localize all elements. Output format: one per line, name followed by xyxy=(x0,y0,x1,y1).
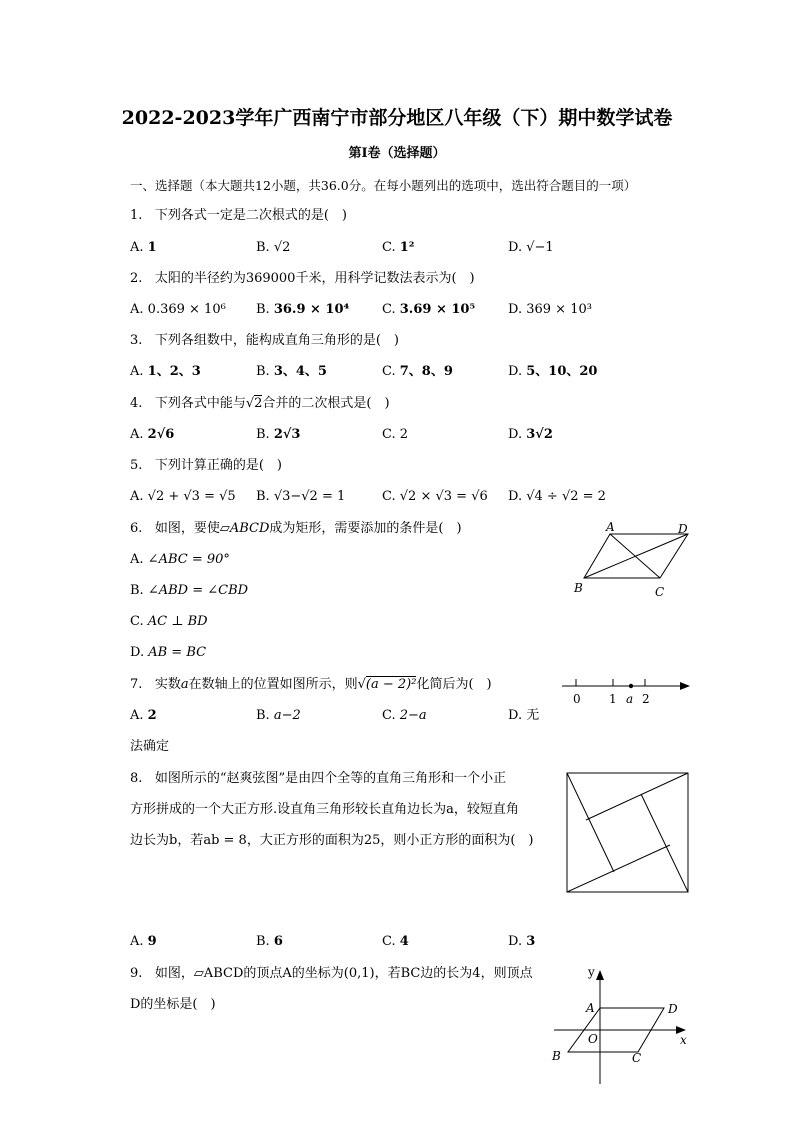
question-text-b: 合并的二次根式是( ) xyxy=(262,396,390,411)
option-a: A. ∠ABC = 90° xyxy=(130,552,230,567)
option-b: B. 6 xyxy=(256,934,283,949)
question-text: 下列各组数中，能构成直角三角形的是( ) xyxy=(154,333,399,348)
part-title: 第I卷（选择题） xyxy=(348,146,446,161)
question-number: 1. xyxy=(130,208,143,223)
question-1 xyxy=(130,208,347,224)
option-a: A. 2√6 xyxy=(130,427,175,442)
vertex-label-c: C xyxy=(655,585,665,599)
vertex-label-c: C xyxy=(632,1051,642,1065)
option-a: A. 9 xyxy=(130,934,157,949)
question-number: 8. xyxy=(130,771,143,786)
vertex-label-d: D xyxy=(668,1002,678,1016)
question-number: 9. xyxy=(130,966,143,981)
zhao-shuang-figure-q8 xyxy=(566,772,690,894)
option-b: B. 2√3 xyxy=(256,427,301,442)
origin-label: O xyxy=(588,1032,598,1046)
question-8-line-3: 边长为b，若ab = 8，大正方形的面积为25，则小正方形的面积为( ) xyxy=(130,833,534,848)
option-d: D. 无 xyxy=(508,708,540,723)
option-a: A. 0.369 × 10⁶ xyxy=(130,302,226,317)
question-number: 7. xyxy=(130,677,143,692)
option-b: B. a−2 xyxy=(256,708,301,723)
question-6: 6. 如图，要使▱ABCD成为矩形，需要添加的条件是( ) xyxy=(130,521,462,536)
question-number: 6. xyxy=(130,521,143,536)
point-a-label: a xyxy=(626,692,634,706)
question-number: 5. xyxy=(130,458,143,473)
question-text: 下列计算正确的是( ) xyxy=(154,458,282,473)
question-number: 3. xyxy=(130,333,143,348)
option-b: B. 36.9 × 10⁴ xyxy=(256,302,350,317)
option-a: A. 2 xyxy=(130,708,157,723)
option-c: C. AC ⊥ BD xyxy=(130,614,208,629)
question-7: 7. 实数a在数轴上的位置如图所示，则√(a − 2)²化简后为( ) xyxy=(130,677,492,692)
question-9-line-1: 9. 如图，▱ABCD的顶点A的坐标为(0,1)，若BC边的长为4，则顶点 xyxy=(130,966,533,981)
option-b: B. 3、4、5 xyxy=(256,364,327,379)
question-number: 4. xyxy=(130,396,143,411)
option-c: C. 2 xyxy=(382,427,409,442)
vertex-label-a: A xyxy=(586,1001,595,1015)
tick-1: 1 xyxy=(609,692,617,706)
question-2 xyxy=(130,271,475,287)
option-b: B. √2 xyxy=(256,240,291,255)
question-3 xyxy=(130,333,399,349)
option-a: A. 1、2、3 xyxy=(130,364,201,379)
question-text: 太阳的半径约为369000千米，用科学记数法表示为( ) xyxy=(154,271,475,286)
question-8-line-2: 方形拼成的一个大正方形.设直角三角形较长直角边长为a，较短直角 xyxy=(130,802,519,817)
sqrt-2-inline: √2 xyxy=(245,396,263,411)
option-d: D. √4 ÷ √2 = 2 xyxy=(508,489,606,504)
option-d-wrap: 法确定 xyxy=(130,739,170,754)
option-d: D. 369 × 10³ xyxy=(508,302,592,317)
question-4 xyxy=(130,396,390,412)
option-a: A. 1 xyxy=(130,240,157,255)
option-c: C. 1² xyxy=(382,240,415,255)
number-line-figure-q7 xyxy=(558,675,698,710)
option-c: C. 3.69 × 10⁵ xyxy=(382,302,476,317)
question-text: 下列各式一定是二次根式的是( ) xyxy=(154,208,347,223)
coordinate-figure-q9 xyxy=(548,962,698,1088)
option-c: C. 2−a xyxy=(382,708,427,723)
question-text-a: 下列各式中能与 xyxy=(154,396,246,411)
vertex-label-b: B xyxy=(552,1049,561,1063)
question-8-line-1: 8. 如图所示的“赵爽弦图”是由四个全等的直角三角形和一个小正 xyxy=(130,771,507,786)
option-b: B. ∠ABD = ∠CBD xyxy=(130,583,249,598)
tick-0: 0 xyxy=(573,692,581,706)
tick-2: 2 xyxy=(642,692,650,706)
question-number: 2. xyxy=(130,271,143,286)
page-title: 2022-2023学年广西南宁市部分地区八年级（下）期中数学试卷 xyxy=(121,107,673,129)
y-axis-label: y xyxy=(588,965,595,979)
option-d: D. 3√2 xyxy=(508,427,553,442)
option-b: B. √3−√2 = 1 xyxy=(256,489,346,504)
option-a: A. √2 + √3 = √5 xyxy=(130,489,236,504)
option-d: D. √−1 xyxy=(508,240,554,255)
option-d: D. 3 xyxy=(508,934,536,949)
option-d: D. 5、10、20 xyxy=(508,364,598,379)
vertex-label-a: A xyxy=(606,520,615,534)
option-c: C. 4 xyxy=(382,934,409,949)
question-5 xyxy=(130,458,282,474)
parallelogram-figure-q6 xyxy=(570,520,700,600)
section-heading: 一、选择题（本大题共12小题，共36.0分。在每小题列出的选项中，选出符合题目的一项） xyxy=(130,178,637,193)
option-d: D. AB = BC xyxy=(130,645,207,660)
vertex-label-d: D xyxy=(678,522,688,536)
question-9-line-2: D的坐标是( ) xyxy=(130,997,216,1012)
vertex-label-b: B xyxy=(574,581,583,595)
option-c: C. 7、8、9 xyxy=(382,364,453,379)
x-axis-label: x xyxy=(680,1033,687,1047)
option-c: C. √2 × √3 = √6 xyxy=(382,489,488,504)
